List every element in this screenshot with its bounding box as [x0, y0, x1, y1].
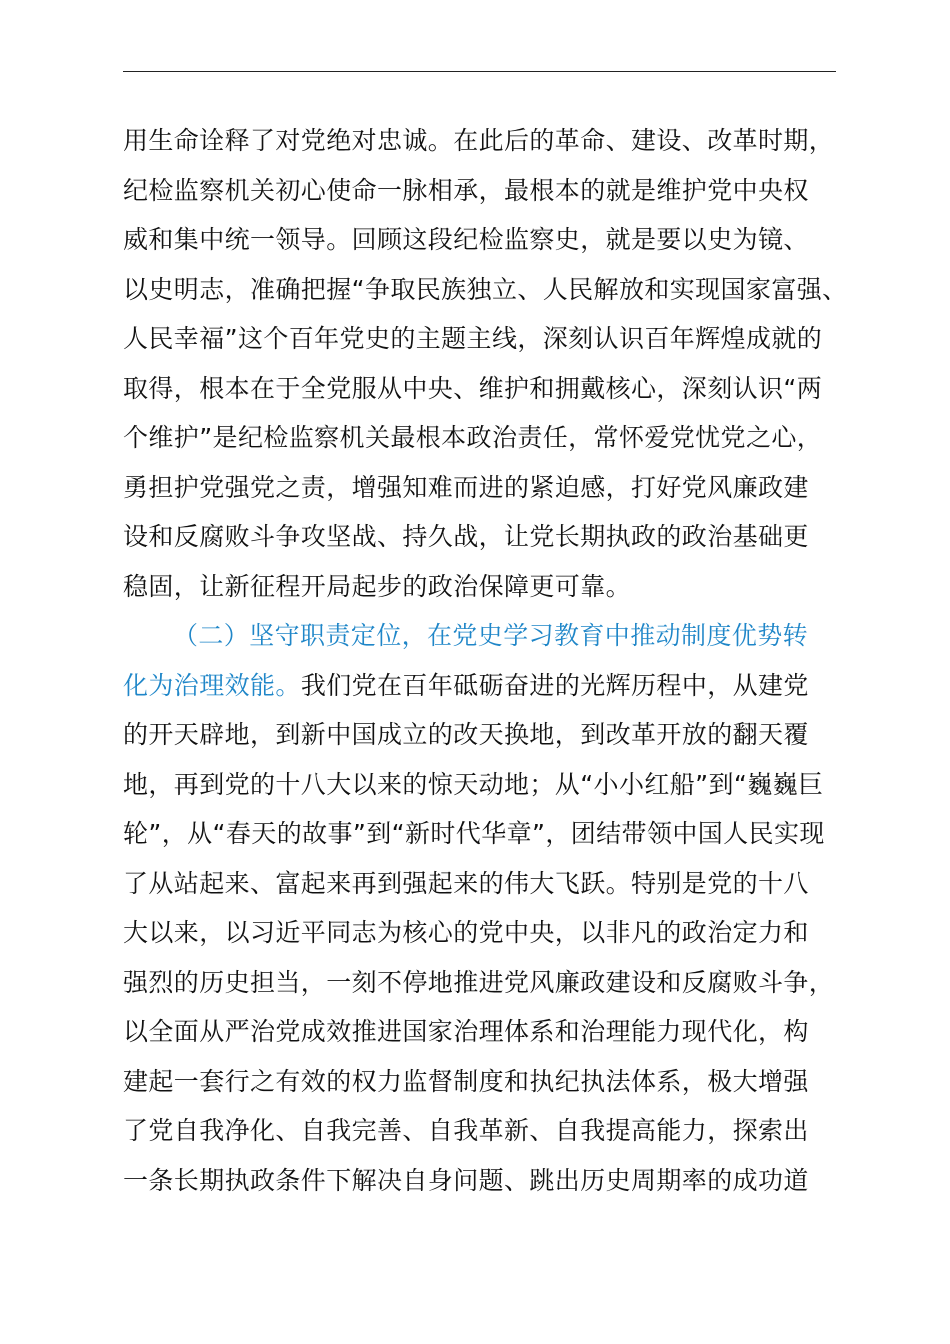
body-line: 稳固，让新征程开局起步的政治保障更可靠。	[123, 571, 632, 601]
section-line: 建起一套行之有效的权力监督制度和执纪执法体系，极大增强	[123, 1066, 809, 1096]
section-heading-continuation-line	[123, 661, 839, 711]
body-line: 设和反腐败斗争攻坚战、持久战，让党长期执政的政治基础更	[123, 522, 809, 551]
body-line: 以史明志，准确把握“争取民族独立、人民解放和实现国家富强、	[123, 274, 848, 304]
body-line: 威和集中统一领导。回顾这段纪检监察史，就是要以史为镜、	[123, 225, 809, 254]
section-line: 以全面从严治党成效推进国家治理体系和治理能力现代化，构	[123, 1017, 809, 1046]
section-text-start: 我们党在百年砥砺奋进的光辉历程中，从建党	[300, 670, 809, 700]
section-heading-line	[123, 611, 839, 661]
section-heading: （二）坚守职责定位，在党史学习教育中推动制度优势转	[173, 621, 809, 650]
body-line: 勇担护党强党之责，增强知难而进的紧迫感，打好党风廉政建	[123, 472, 809, 502]
section-line: 了从站起来、富起来再到强起来的伟大飞跃。特别是党的十八	[123, 868, 809, 898]
body-line: 人民幸福”这个百年党史的主题主线，深刻认识百年辉煌成就的	[123, 324, 823, 353]
body-line: 取得，根本在于全党服从中央、维护和拥戴核心，深刻认识“两	[123, 373, 823, 403]
page-body	[123, 116, 848, 1205]
body-line: 用生命诠释了对党绝对忠诚。在此后的革命、建设、改革时期，	[123, 126, 835, 155]
header-rule	[123, 71, 836, 72]
section-line: 了党自我净化、自我完善、自我革新、自我提高能力，探索出	[123, 1116, 809, 1145]
body-line: 纪检监察机关初心使命一脉相承，最根本的就是维护党中央权	[123, 175, 809, 205]
section-line: 强烈的历史担当，一刻不停地推进党风廉政建设和反腐败斗争，	[123, 967, 835, 997]
body-line: 个维护”是纪检监察机关最根本政治责任，常怀爱党忧党之心，	[123, 423, 823, 452]
section-line: 大以来，以习近平同志为核心的党中央，以非凡的政治定力和	[123, 918, 809, 947]
section-line: 轮”，从“春天的故事”到“新时代华章”，团结带领中国人民实现	[123, 819, 825, 848]
section-heading-continuation: 化为治理效能。	[123, 670, 301, 700]
section-line: 一条长期执政条件下解决自身问题、跳出历史周期率的成功道	[123, 1165, 809, 1195]
section-line: 地，再到党的十八大以来的惊天动地；从“小小红船”到“巍巍巨	[123, 769, 824, 799]
section-line: 的开天辟地，到新中国成立的改天换地，到改革开放的翻天覆	[123, 720, 809, 749]
